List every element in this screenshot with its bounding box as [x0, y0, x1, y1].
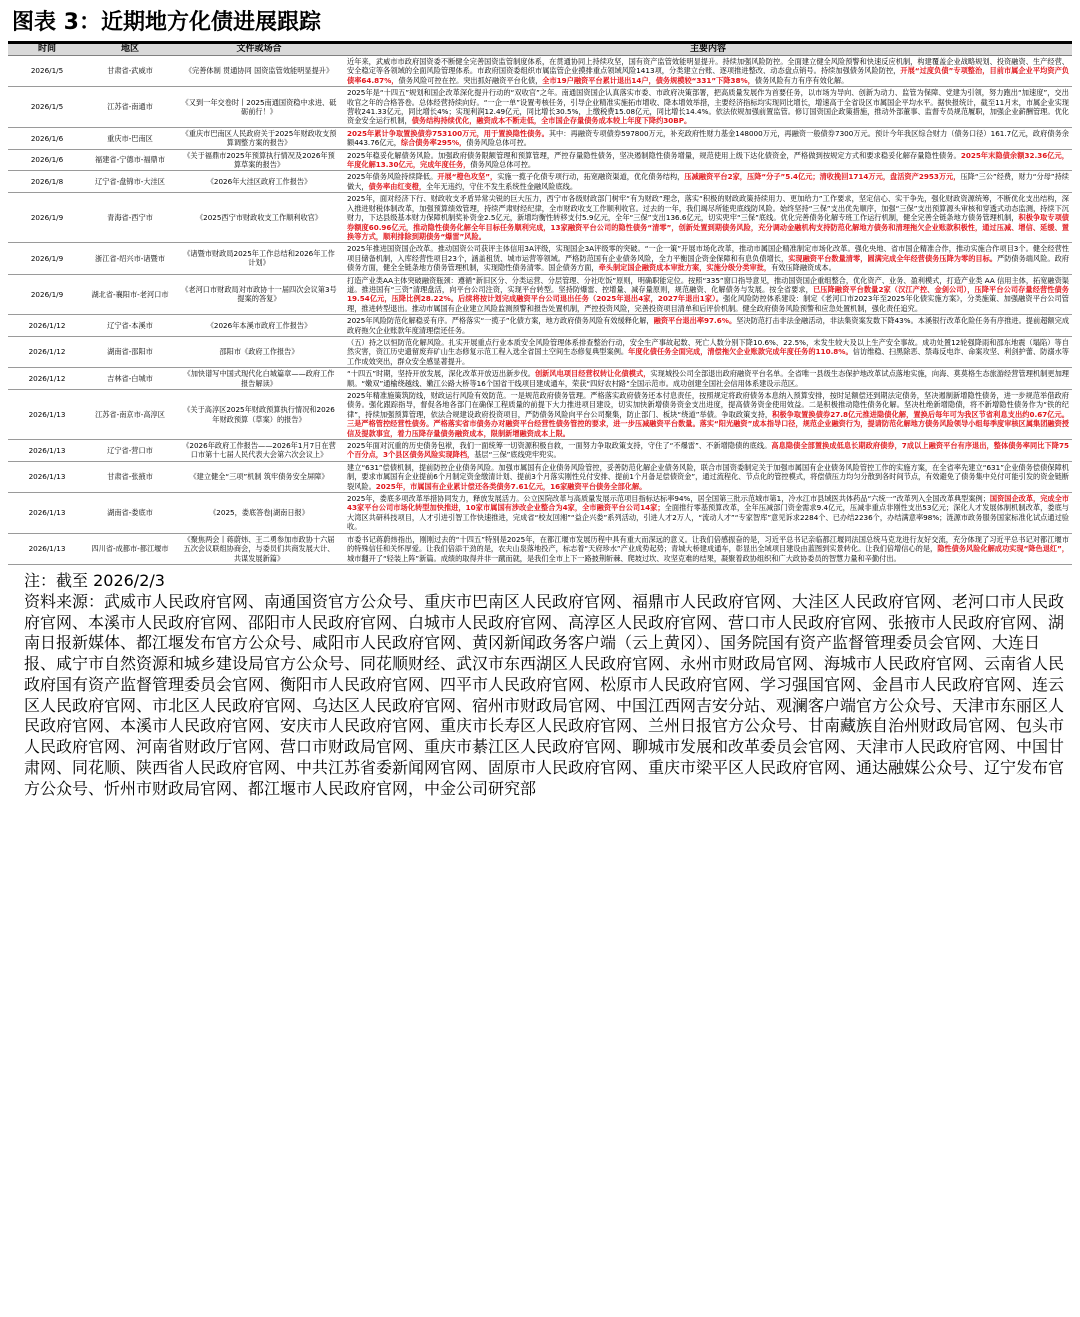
- row-region: 湖南省-娄底市: [86, 493, 174, 534]
- content-text: 市委书记蒋蔚炜指出，刚刚过去的“十四五”特别是2025年，在都江堰市发展历程中具有重大而深远的意义。让我们倍感振奋的是，习近平总书记亲临都江堰同法国总统马克龙进行友好交流，充分体现了习近平总书记对都江堰市的特殊信任和关怀厚爱。让我们倍添干劲的是，农夫山泉落地投产，标志着“天府珍水”产业成势起势；青城大桥建成通车，彰显出全域项目建设由蓝图到实景转化。让我们倍增信心的是，: [347, 534, 1069, 554]
- row-region: 辽宁省-本溪市: [86, 315, 174, 337]
- content-text: 2025年稳妥化解债务风险。加强政府债务限额管理和预算管理，严控存量隐性债务，坚决遏制隐性债务增量，规范使用上级下达化债资金，严格做到按规定方式和要求稳妥化解存量隐性债务。: [347, 150, 961, 160]
- content-text: 实施一揽子化债专项行动，拓宽融资渠道，优化债务结构，: [497, 172, 685, 182]
- content-text: 债务风险有力有序有效化解。: [754, 75, 849, 85]
- highlight-text: 开展“橙色攻坚”，: [437, 172, 498, 182]
- highlight-text: 积极争取置换债券27.8亿元推进隐债化解，置换后每年可为我区节省利息支出约0.67亿元。三是严格管控经营性债务。严格落实省市债务办对融资平台经营性债务管控的要求，进一步压减融资平台数量。落实“阳光融资”成本指导口径，规范企业融资行为，提请防范化解地方债务风险领导小组每季度审核区属集团融资授信及提款事宜，着力压降存量债务融资成本，限制新增融资成本上限。: [347, 409, 1069, 438]
- content-text: 坚决防范打击非法金融活动，非法集资案发数下降43%。本溪银行改革化险任务有序推进。提前超额完成政府拖欠企业账款年度清理偿还任务。: [347, 316, 1070, 335]
- row-document: 邵阳市《政府工作报告》: [174, 336, 344, 367]
- row-time: 2026/1/13: [8, 533, 86, 564]
- row-document: 《建立健全“三项”机制 筑牢债务安全屏障》: [174, 461, 344, 492]
- content-text: 严防债务端风险。政府债务方面，健全全链条地方债务管理机制，实现隐性债务清零。国企债务方面，: [347, 253, 1069, 273]
- row-region: 江苏省-南通市: [86, 87, 174, 128]
- row-time: 2026/1/13: [8, 390, 86, 440]
- content-text: 2025年面对沉重的历史债务包袱，我们一面统筹一切资源积极自救，一面努力争取政策支持，守住了“不爆雷”、不新增隐债的底线。: [347, 441, 772, 451]
- row-content: [344, 533, 1072, 564]
- header-region: 地区: [86, 44, 174, 56]
- content-text: 2025年精准施策筑防线，财政运行风险有效防范。一是规范政府债务管理。严格落实政府债务还本付息责任，按照规定将政府债务本息纳入预算安排，按时足额偿还到期法定债务，坚决遏制新增隐性债务，进一步规范举借政府债务。强化跟踪指导，督促各地各部门在确保工程质量的前提下大力推进项目建设，切实加快新增债务资金支出进度，提高债务资金使用效益。二是积极推动隐性债务化解。坚决杜绝新增隐债，将不新增隐性债务作为“铁的纪律”，持续加强预算管理，依法合规建设政府投资项目，严防债务风险向平台公司聚集，防止部门、板块“绕道”举债。争取政策支持，: [347, 391, 1069, 419]
- row-region: 四川省-成都市-都江堰市: [86, 533, 174, 564]
- highlight-text: 开展“过度负债”专项整治，目前市属企业平均资产负债率64.87%，: [347, 66, 1069, 85]
- highlight-text: 2025年末隐债余额32.36亿元，年度化解13.30亿元，完成年度任务，: [347, 150, 1069, 170]
- footer: [24, 571, 1066, 800]
- content-text: 2025年，娄底多项改革举措协同发力，释放发展活力。公立医院改革与高质量发展示范项目指标达标率94%，居全国第三批示范城市第1，冷水江市县域医共体药品“六统一”改革列入全国改革典型案例；: [347, 494, 990, 504]
- content-text: 有效压降融资成本。: [771, 263, 836, 273]
- content-text: 基层“三保”底线兜牢兜实。: [474, 450, 561, 460]
- row-content: [344, 368, 1072, 390]
- highlight-text: 实现融资平台数量清零，圆满完成全年经营债务压降为零的目标。: [788, 253, 997, 263]
- row-region: 福建省-宁德市-福鼎市: [86, 149, 174, 171]
- row-document: 《2025，娄底答卷|湖南日报》: [174, 493, 344, 534]
- row-region: 青海省-西宁市: [86, 193, 174, 243]
- row-document: 《2026年本溪市政府工作报告》: [174, 315, 344, 337]
- row-time: 2026/1/8: [8, 171, 86, 193]
- content-text: 2025年是“十四五”规划和国企改革深化提升行动的“双收官”之年。南通国资国企认真落实市委、市政府决策部署，把高质量发展作为首要任务，以市场为导向、创新为动力、监管为保障、党建为引领，努力跑出“加速度”，交出收官之年的合格答卷。总体经营持续向好。“一企一单”设置考核任务，引导企业精准实施拓市增收、降本增效举措，主要经济指标均实现同比增长，增速高于全省设区市属国企平均水平。据快报统计，截至11月末，市属企业实现营收241.33亿元，同比增长4%；实现利润12.49亿元，同比增长30.5%，上缴税费15.08亿元，同比增长14.4%。依法依规加强前置监管。修订国资国企政策措施，推动外部董事、监督专员规范履职，加强企业薪酬管理。优化资金安全运行机制，: [347, 88, 1069, 126]
- header-time: 时间: [8, 44, 86, 56]
- highlight-text: 已压降融资平台数量2家（汉江产控、金剑公司），压降平台公司存量经营性债务19.54亿元，压降比例28.22%。后续将按计划完成融资平台公司退出任务（2025年退出4家，2027年退出1家）。: [347, 284, 1069, 304]
- highlight-text: 牵头制定国企融资成本审批方案，实施分级分类审批，: [598, 263, 772, 273]
- footer-note: 注：截至 2026/2/3: [24, 570, 165, 590]
- highlight-text: 2025年累计争取置换债券753100万元，用于置换隐性债务。: [347, 128, 549, 138]
- table-body: [8, 56, 1072, 565]
- row-time: 2026/1/13: [8, 493, 86, 534]
- row-region: 湖北省-襄阳市-老河口市: [86, 274, 174, 315]
- row-document: 《诸暨市财政局2025年工作总结和2026年工作计划》: [174, 243, 344, 274]
- row-document: 《老河口市财政局对市政协十一届四次会议第3号提案的答复》: [174, 274, 344, 315]
- table-row: [8, 533, 1072, 564]
- row-document: 《2026年政府工作报告——2026年1月7日在营口市第十七届人民代表大会第六次会议上》: [174, 440, 344, 462]
- row-time: 2026/1/9: [8, 193, 86, 243]
- row-time: 2026/1/9: [8, 243, 86, 274]
- table-row: [8, 390, 1072, 440]
- content-text: 压降“三公”经费，财力“分母”持续做大，: [347, 172, 1069, 191]
- highlight-text: 综合债务率295%，: [400, 138, 467, 148]
- content-text: 信访维稳、扫黑除恶、禁毒反电诈、命案攻坚、利剑护蕾、防溺水等工作成效突出，群众安全感显著提升。: [347, 347, 1069, 366]
- row-region: 吉林省-白城市: [86, 368, 174, 390]
- table-row: [8, 87, 1072, 128]
- highlight-text: 全市19户融资平台累计退出14户，债务规模较“331”下降38%，: [542, 75, 755, 85]
- highlight-text: 隐性债务风险化解成功实现“降色退红”，: [937, 544, 1069, 554]
- table-header: [8, 44, 1072, 56]
- content-text: 其中：再融资专项债券597800万元，补充政府性财力基金148000万元，再融资一般债券7300万元。预计今年我区综合财力（债务口径）161.7亿元，政府债务余额443.76亿元，: [347, 128, 1069, 148]
- row-time: 2026/1/13: [8, 440, 86, 462]
- row-document: 《关于高淳区2025年财政预算执行情况和2026年财政预算（草案）的报告》: [174, 390, 344, 440]
- header-content: 主要内容: [344, 44, 1072, 56]
- row-time: 2026/1/5: [8, 87, 86, 128]
- row-time: 2026/1/6: [8, 127, 86, 149]
- row-content: [344, 461, 1072, 492]
- content-text: 实现城投公司全部退出政府融资平台名单。全省唯一县级生态保护地改革试点落地实施，向海、莫莫格生态旅游经营管理机制更加理顺。“嫩双”通榆绕越线、嫩江公路大桥等16个国省干线项目建成通车，荣获“四好农村路”全国示范市。成功创建全国社会信用体系建设示范区。: [347, 369, 1069, 388]
- table-row: [8, 243, 1072, 274]
- table-row: [8, 315, 1072, 337]
- row-time: 2026/1/9: [8, 274, 86, 315]
- row-document: 《又到一年交卷时丨2025南通国资稳中求进、砥砺前行！》: [174, 87, 344, 128]
- table-row: [8, 336, 1072, 367]
- row-content: [344, 127, 1072, 149]
- table-row: [8, 493, 1072, 534]
- highlight-text: 高息隐债全部置换成低息长期政府债券，7成以上融资平台有序退出，整体债务率同比下降75个百分点，3个县区债务风险实现降档，: [347, 441, 1070, 460]
- figure-title: 图表 3：近期地方化债进展跟踪: [12, 10, 321, 35]
- highlight-text: 融资平台退出率97.6%。: [653, 316, 737, 326]
- footer-sources: 资料来源：武威市人民政府官网、南通国资官方公众号、重庆市巴南区人民政府官网、福鼎市人民政府官网、大洼区人民政府官网、老河口市人民政府官网、本溪市人民政府官网、邵阳市人民政府官网、白城市人民政府官网、高淳区人民政府官网、营口市人民政府官网、张掖市人民政府官网、湖南日报新媒体、都江堰发布官方公众号、咸阳市人民政府官网、黄冈新闻政务客户端（云上黄冈）、国务院国有资产监督管理委员会官网、大连日报、咸宁市自然资源和城乡建设局官方公众号、同花顺财经、武汉市东西湖区人民政府官网、永州市财政局官网、海城市人民政府官网、云南省人民政府国有资产监督管理委员会官网、衡阳市人民政府官网、四平市人民政府官网、松原市人民政府官网、学习强国官网、金昌市人民政府官网、连云区人民政府官网、市北区人民政府官网、乌达区人民政府官网、宿州市财政局官网、中国江西网吉安分站、观澜客户端官方公众号、天津市东丽区人民政府官网、本溪市人民政府官网、安庆市人民政府官网、重庆市长寿区人民政府官网、兰州日报官方公众号、甘南藏族自治州财政局官网、包头市人民政府官网、河南省财政厅官网、营口市财政局官网、重庆市綦江区人民政府官网、聊城市发展和改革委员会官网、天津市人民政府官网、中国甘肃网、同花顺、陕西省人民政府官网、中共江苏省委新闻网官网、固原市人民政府官网、重庆市梁平区人民政府官网、通达融媒公众号、辽宁发布官方公众号、忻州市财政局官网、都江堰市人民政府官网，中金公司研究部: [24, 591, 1065, 798]
- row-time: 2026/1/12: [8, 368, 86, 390]
- content-text: 打造产业类AA主体突破融资瓶颈：遵循“新旧区分、分类运营、分层管理、分社吃饭”原则，明确职能定位。按照“335”窗口指导意见，推动国资国企重组整合，优化资产、业务、盈利模式，打造产业类 AA 信用主体，拓宽融资渠道。推进国有“三资”清理盘活，向平台公司注资，实现平台转型。坚持防爆雷、控增量、减存量原则，规范融资、化解债务与发展。按全省要求，: [347, 275, 1069, 294]
- row-time: 2026/1/13: [8, 461, 86, 492]
- highlight-text: 国资国企改革，完成全市43家平台公司市场化转型加快推进，10家市属国有涉改企业整合为4家，全市融资平台公司14家；: [347, 494, 1069, 513]
- row-time: 2026/1/12: [8, 336, 86, 367]
- table-row: [8, 440, 1072, 462]
- row-content: [344, 336, 1072, 367]
- row-region: 浙江省-绍兴市-诸暨市: [86, 243, 174, 274]
- table-row: [8, 368, 1072, 390]
- row-region: 甘肃省-武威市: [86, 56, 174, 87]
- highlight-text: 年度化债任务全面完成，清偿拖欠企业账款完成年度任务的110.8%。: [628, 347, 853, 357]
- content-text: 全年无违约，守住不发生系统性金融风险底线。: [426, 181, 578, 191]
- table-row: [8, 56, 1072, 87]
- row-document: 《重庆市巴南区人民政府关于2025年财政收支预算调整方案的报告》: [174, 127, 344, 149]
- header-doc: 文件或场合: [174, 44, 344, 56]
- content-text: 建立“631”偿债机制，提前防控企业债务风险。加强市属国有企业债务风险管控，妥善防范化解企业债务风险，联合市国资委制定关于加强市属国有企业债务风险管控工作的实施方案，在全省率先建立“631”企业债务偿债保障机制，要求市属国有企业提前6个月制定资金缴清计划、提前3个月落实刚性兑付安排、提前1个月备足偿债资金”，通过流程化、节点化的管控模式，将偿债压力均匀分散到各时间节点，有效避免了债务集中兑付可能引发的资金链断裂风险。: [347, 462, 1069, 491]
- highlight-text: 积极争取专项债券额度60.96亿元，推动隐性债务化解全年目标任务顺利完成，13家融资平台公司的隐性债务“清零”，创新处置到期债务风险，充分调动金融机构支持防范化解地方债务和清理拖欠企业账款积极性，通过压减、增信、延缓、置换等方式，顺利排除到期债务“爆雷”风险。: [347, 213, 1069, 241]
- content-text: 债务风险可控在控。突出抓好融资平台化债，: [398, 75, 543, 85]
- row-document: 《2025西宁市财政收支工作顺利收官》: [174, 193, 344, 243]
- content-text: 城市翻开了“轻装上阵”新篇。成绩的取得并非一蹴而就，是我们全市上下一路披荆斩棘、爬坡过坎、攻坚克难的结果，凝聚着政协组织和广大政协委员的智慧力量和辛勤付出。: [347, 553, 901, 563]
- row-time: 2026/1/6: [8, 149, 86, 171]
- content-text: 2025年债务风险持续降低。: [347, 172, 438, 182]
- row-content: [344, 149, 1072, 171]
- row-content: [344, 493, 1072, 534]
- row-region: 辽宁省-盘锦市-大洼区: [86, 171, 174, 193]
- highlight-text: 压减融资平台2家，压降“分子”5.4亿元；清收挽回1714万元，盘活资产2953万元，: [684, 172, 961, 182]
- highlight-text: 债务率由红变橙，: [368, 181, 427, 191]
- content-text: 2025年，面对经济下行、财政收支矛盾异常尖锐的巨大压力，西宁市各级财政部门树牢“有为财政”理念，落实“积极的财政政策持续用力、更加给力”工作要求，坚定信心、实干争先，强化财政资源统筹，不断优化支出结构，深入推进财税体制改革，加强预算绩效管理，持续严肃财经纪律，全市财政收支工作顺利收官。过去的一年，我们竭尽所能兜底线防风险。始终坚持“三保”支出优先顺序，加强“三保”支出预算源头审核和穿透式动态监测，持续下沉财力，下达县级基本财力保障机制奖补资金2.5亿元，新增均衡性转移支付5.9亿元，全年“三保”支出136.6亿元，切实兜牢“三保”底线。优化完善债务化解专班工作运行机制，健全完善全链条地方债务管理机制，: [347, 194, 1069, 223]
- debt-progress-table: [8, 44, 1072, 565]
- content-text: （五）持之以恒防范化解风险。扎实开展重点行业本质安全风险管理体系排查整治行动，安全生产事故起数、死亡人数分别下降10.6%、22.5%，未发生较大及以上生产安全事故。成功处置12轮强降雨和邵东地震（塌陷）等自然灾害，资江历史遗留废弃矿山生态修复示范工程入选全省国土空间生态修复典型案例。: [347, 337, 1069, 357]
- row-document: 《加快谱写中国式现代化白城篇章——政府工作报告解读》: [174, 368, 344, 390]
- row-content: [344, 315, 1072, 337]
- row-document: 《完善体制 贯通协同 国资监管效能明显提升》: [174, 56, 344, 87]
- row-content: [344, 193, 1072, 243]
- content-text: 债务风险总体可控。: [466, 138, 531, 148]
- highlight-text: 2025年，市属国有企业累计偿还各类债务7.61亿元，16家融资平台债务全部化解。: [375, 481, 647, 491]
- table-row: [8, 461, 1072, 492]
- row-region: 江苏省-南京市-高淳区: [86, 390, 174, 440]
- content-text: 强化风险防控体系建设：制定《老河口市2023年至2025年化债实施方案》，分类施策、加强融资平台公司管理，推进转型退出。推动市属国有企业建立风险监测预警和报告处置机制，严控投资风险，完善投资项目清单和后评价机制。健全政府债务风险预警和应急处置机制，强化责任追究。: [347, 294, 1069, 313]
- table-row: [8, 149, 1072, 171]
- row-region: 辽宁省-营口市: [86, 440, 174, 462]
- row-document: 《关于福鼎市2025年预算执行情况及2026年预算草案的报告》: [174, 149, 344, 171]
- content-text: “十四五”时期，坚持开放发展，深化改革开放迈出新步伐。: [347, 369, 535, 379]
- row-content: [344, 87, 1072, 128]
- row-content: [344, 243, 1072, 274]
- row-content: [344, 274, 1072, 315]
- content-text: 近年来，武威市市政府国资委不断健全完善国资监管制度体系，在贯通协同上持续攻坚，国有资产监管效能明显提升。持续加强风险防控。全面建立健全风险预警和快速反应机制，构建覆盖企业战略规划、投资融资、生产经营、安全稳定等各领域的全面风险管理体系。市政府国资委组织市属监管企业摸排重点领域风险1413项，分类建立台账、逐项推进整改、动态盘点销号。持续加强债务风险防控，: [347, 57, 1069, 76]
- row-content: [344, 56, 1072, 87]
- row-document: 《聚焦两会丨蒋蔚炜、王二勇参加市政协十六届五次会议联组协商会，与委员们共商发展大计、共谋发展新篇》: [174, 533, 344, 564]
- table-row: [8, 193, 1072, 243]
- row-region: 湖南省-邵阳市: [86, 336, 174, 367]
- row-document: 《2026年大洼区政府工作报告》: [174, 171, 344, 193]
- row-region: 重庆市-巴南区: [86, 127, 174, 149]
- content-text: 债务风险总体可控。: [470, 160, 536, 170]
- row-content: [344, 171, 1072, 193]
- content-text: 2025年风险防范化解稳妥有序。严格落实“一揽子”化债方案，地方政府债务风险有效缓释化解，: [347, 316, 654, 326]
- content-text: 全面推行零基预算改革，全年压减部门资金需求9.4亿元，压减非重点非刚性支出53亿元；深化人才发展体制机制改革，娄底与大湾区共研科技项目，人才引进引智工作快速推进，完成省“校友回湘”“益企兴娄”系列活动，引进人才2万人，“流动人才”“专家智库”意见诉求2284个、已办结2236个，办结满意率98%；涟源市政务服务国家标准化试点通过验收。: [347, 503, 1069, 532]
- table-row: [8, 274, 1072, 315]
- table-row: [8, 171, 1072, 193]
- content-text: 2025年推进国资国企改革。推动国资公司获评主体信用3A评级，实现国企3A评级零的突破。“一企一策”开展市场化改革，推动市属国企精准制定市场化改革。强化央地、省市国企精准合作，推动实施合作项目3个。健全经营性项目储备机制，入库经营性项目23个，涵盖租赁、城市运营等领域。严格防范国有企业债务风险，全力平衡国企资金保障和有息负债增长，: [347, 244, 1069, 263]
- row-content: [344, 440, 1072, 462]
- table-row: [8, 127, 1072, 149]
- row-region: 甘肃省-张掖市: [86, 461, 174, 492]
- row-content: [344, 390, 1072, 440]
- highlight-text: 创新风电项目经营权转让化债模式，: [534, 369, 651, 379]
- row-time: 2026/1/5: [8, 56, 86, 87]
- highlight-text: 债务结构持续优化，融资成本不断走低，全市国企存量债务成本较上年度下降约30BP。: [411, 116, 692, 126]
- row-time: 2026/1/12: [8, 315, 86, 337]
